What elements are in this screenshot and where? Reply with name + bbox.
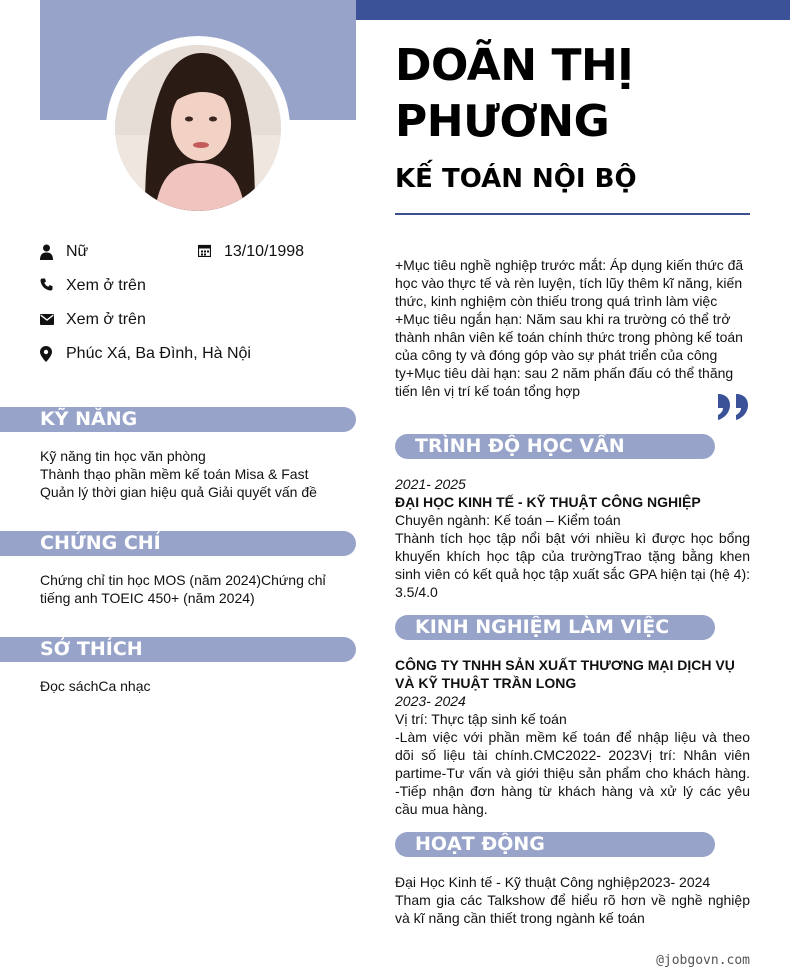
experience-heading: KINH NGHIỆM LÀM VIỆC (415, 616, 670, 638)
address-row (40, 345, 251, 363)
experience-details: -Làm việc với phần mềm kế toán để nhập liệu và theo dõi số liệu tài chính.CMC2022- 2023Vị trí: Nhân viên partime-Tư vấn và giới thiệu sản phẩm cho khách hàng. -Tiếp nhận đơn hàng từ khách hàng và xử lý các yêu cầu mua hàng. (395, 729, 750, 817)
certificates-text: Chứng chỉ tin học MOS (năm 2024)Chứng chỉ tiếng anh TOEIC 450+ (năm 2024) (40, 572, 326, 606)
hobbies-text: Đọc sáchCa nhạc (40, 678, 151, 694)
education-school: ĐẠI HỌC KINH TẾ - KỸ THUẬT CÔNG NGHIỆP (395, 494, 701, 510)
gender-row (40, 243, 88, 261)
quote-icon (716, 392, 752, 422)
title-divider (395, 213, 750, 215)
experience-position: Vị trí: Thực tập sinh kế toán (395, 711, 567, 727)
education-achievement: Thành tích học tập nổi bật với nhiều kì được học bổng khuyến khích học tập của trườngTrao tặng bằng khen sinh viên có kết quả học tập xuất sắc GPA hiện tại (hệ 4): 3.5/4.0 (395, 530, 750, 600)
phone-row (40, 277, 146, 295)
hobbies-header (0, 637, 356, 662)
gender-value: Nữ (66, 243, 89, 260)
activities-header (395, 832, 715, 857)
email-row (40, 311, 146, 329)
skill-item: Quản lý thời gian hiệu quả Giải quyết vấn đề (40, 484, 317, 500)
phone-icon (40, 278, 54, 294)
user-icon (40, 244, 54, 260)
hobbies-heading: SỞ THÍCH (40, 638, 143, 660)
career-objective: +Mục tiêu nghề nghiệp trước mắt: Áp dụng kiến thức đã học vào thực tế và rèn luyện, tích lũy thêm kĩ năng, kiến thức, kinh nghiệm còn thiếu trong quá trình làm việc +Mục tiêu ngắn hạn: Năm sau khi ra trường có thể trở thành nhân viên kế toán chính thức trong phòng kế toán của công ty và đóng góp vào sự phát triển của công ty+Mục tiêu dài hạn: sau 2 năm phấn đấu có thể thăng tiến lên vị trí kế toán tổng hợp (395, 257, 744, 399)
education-major: Chuyên ngành: Kế toán – Kiểm toán (395, 512, 621, 528)
calendar-icon (198, 244, 212, 260)
skills-heading: KỸ NĂNG (40, 408, 138, 430)
experience-section (395, 656, 750, 818)
email-value: Xem ở trên (66, 311, 146, 328)
experience-period: 2023- 2024 (395, 693, 466, 709)
activities-title: Đại Học Kinh tế - Kỹ thuật Công nghiệp2023- 2024 (395, 874, 711, 890)
footer-watermark: @jobgovn.com (656, 953, 750, 968)
activities-section (395, 873, 750, 927)
address-value: Phúc Xá, Ba Đình, Hà Nội (66, 345, 251, 362)
activities-heading: HOẠT ĐỘNG (415, 833, 545, 855)
skills-list (40, 447, 350, 501)
skill-item: Thành thạo phần mềm kế toán Misa & Fast (40, 466, 309, 482)
education-section (395, 475, 750, 601)
avatar-photo-icon (115, 45, 281, 211)
experience-company: CÔNG TY TNHH SẢN XUẤT THƯƠNG MẠI DỊCH VỤ VÀ KỸ THUẬT TRẦN LONG (395, 657, 735, 691)
birthday-value: 13/10/1998 (224, 243, 305, 260)
skills-header (0, 407, 356, 432)
phone-value: Xem ở trên (66, 277, 146, 294)
education-period: 2021- 2025 (395, 476, 466, 492)
education-heading: TRÌNH ĐỘ HỌC VẤN (415, 435, 625, 457)
candidate-name: DOÃN THỊ PHƯƠNG (395, 40, 634, 147)
location-icon (40, 346, 54, 362)
email-icon (40, 312, 54, 328)
activities-text: Tham gia các Talkshow để hiểu rõ hơn về nghề nghiệp và kĩ năng cần thiết trong ngành kế toán (395, 892, 750, 926)
job-title: KẾ TOÁN NỘI BỘ (395, 164, 637, 194)
certificates-heading: CHỨNG CHỈ (40, 532, 161, 554)
skill-item: Kỹ năng tin học văn phòng (40, 448, 206, 464)
experience-header (395, 615, 715, 640)
avatar (115, 45, 281, 211)
top-accent-bar (356, 0, 790, 20)
birthday-row (198, 243, 304, 261)
education-header (395, 434, 715, 459)
certificates-header (0, 531, 356, 556)
